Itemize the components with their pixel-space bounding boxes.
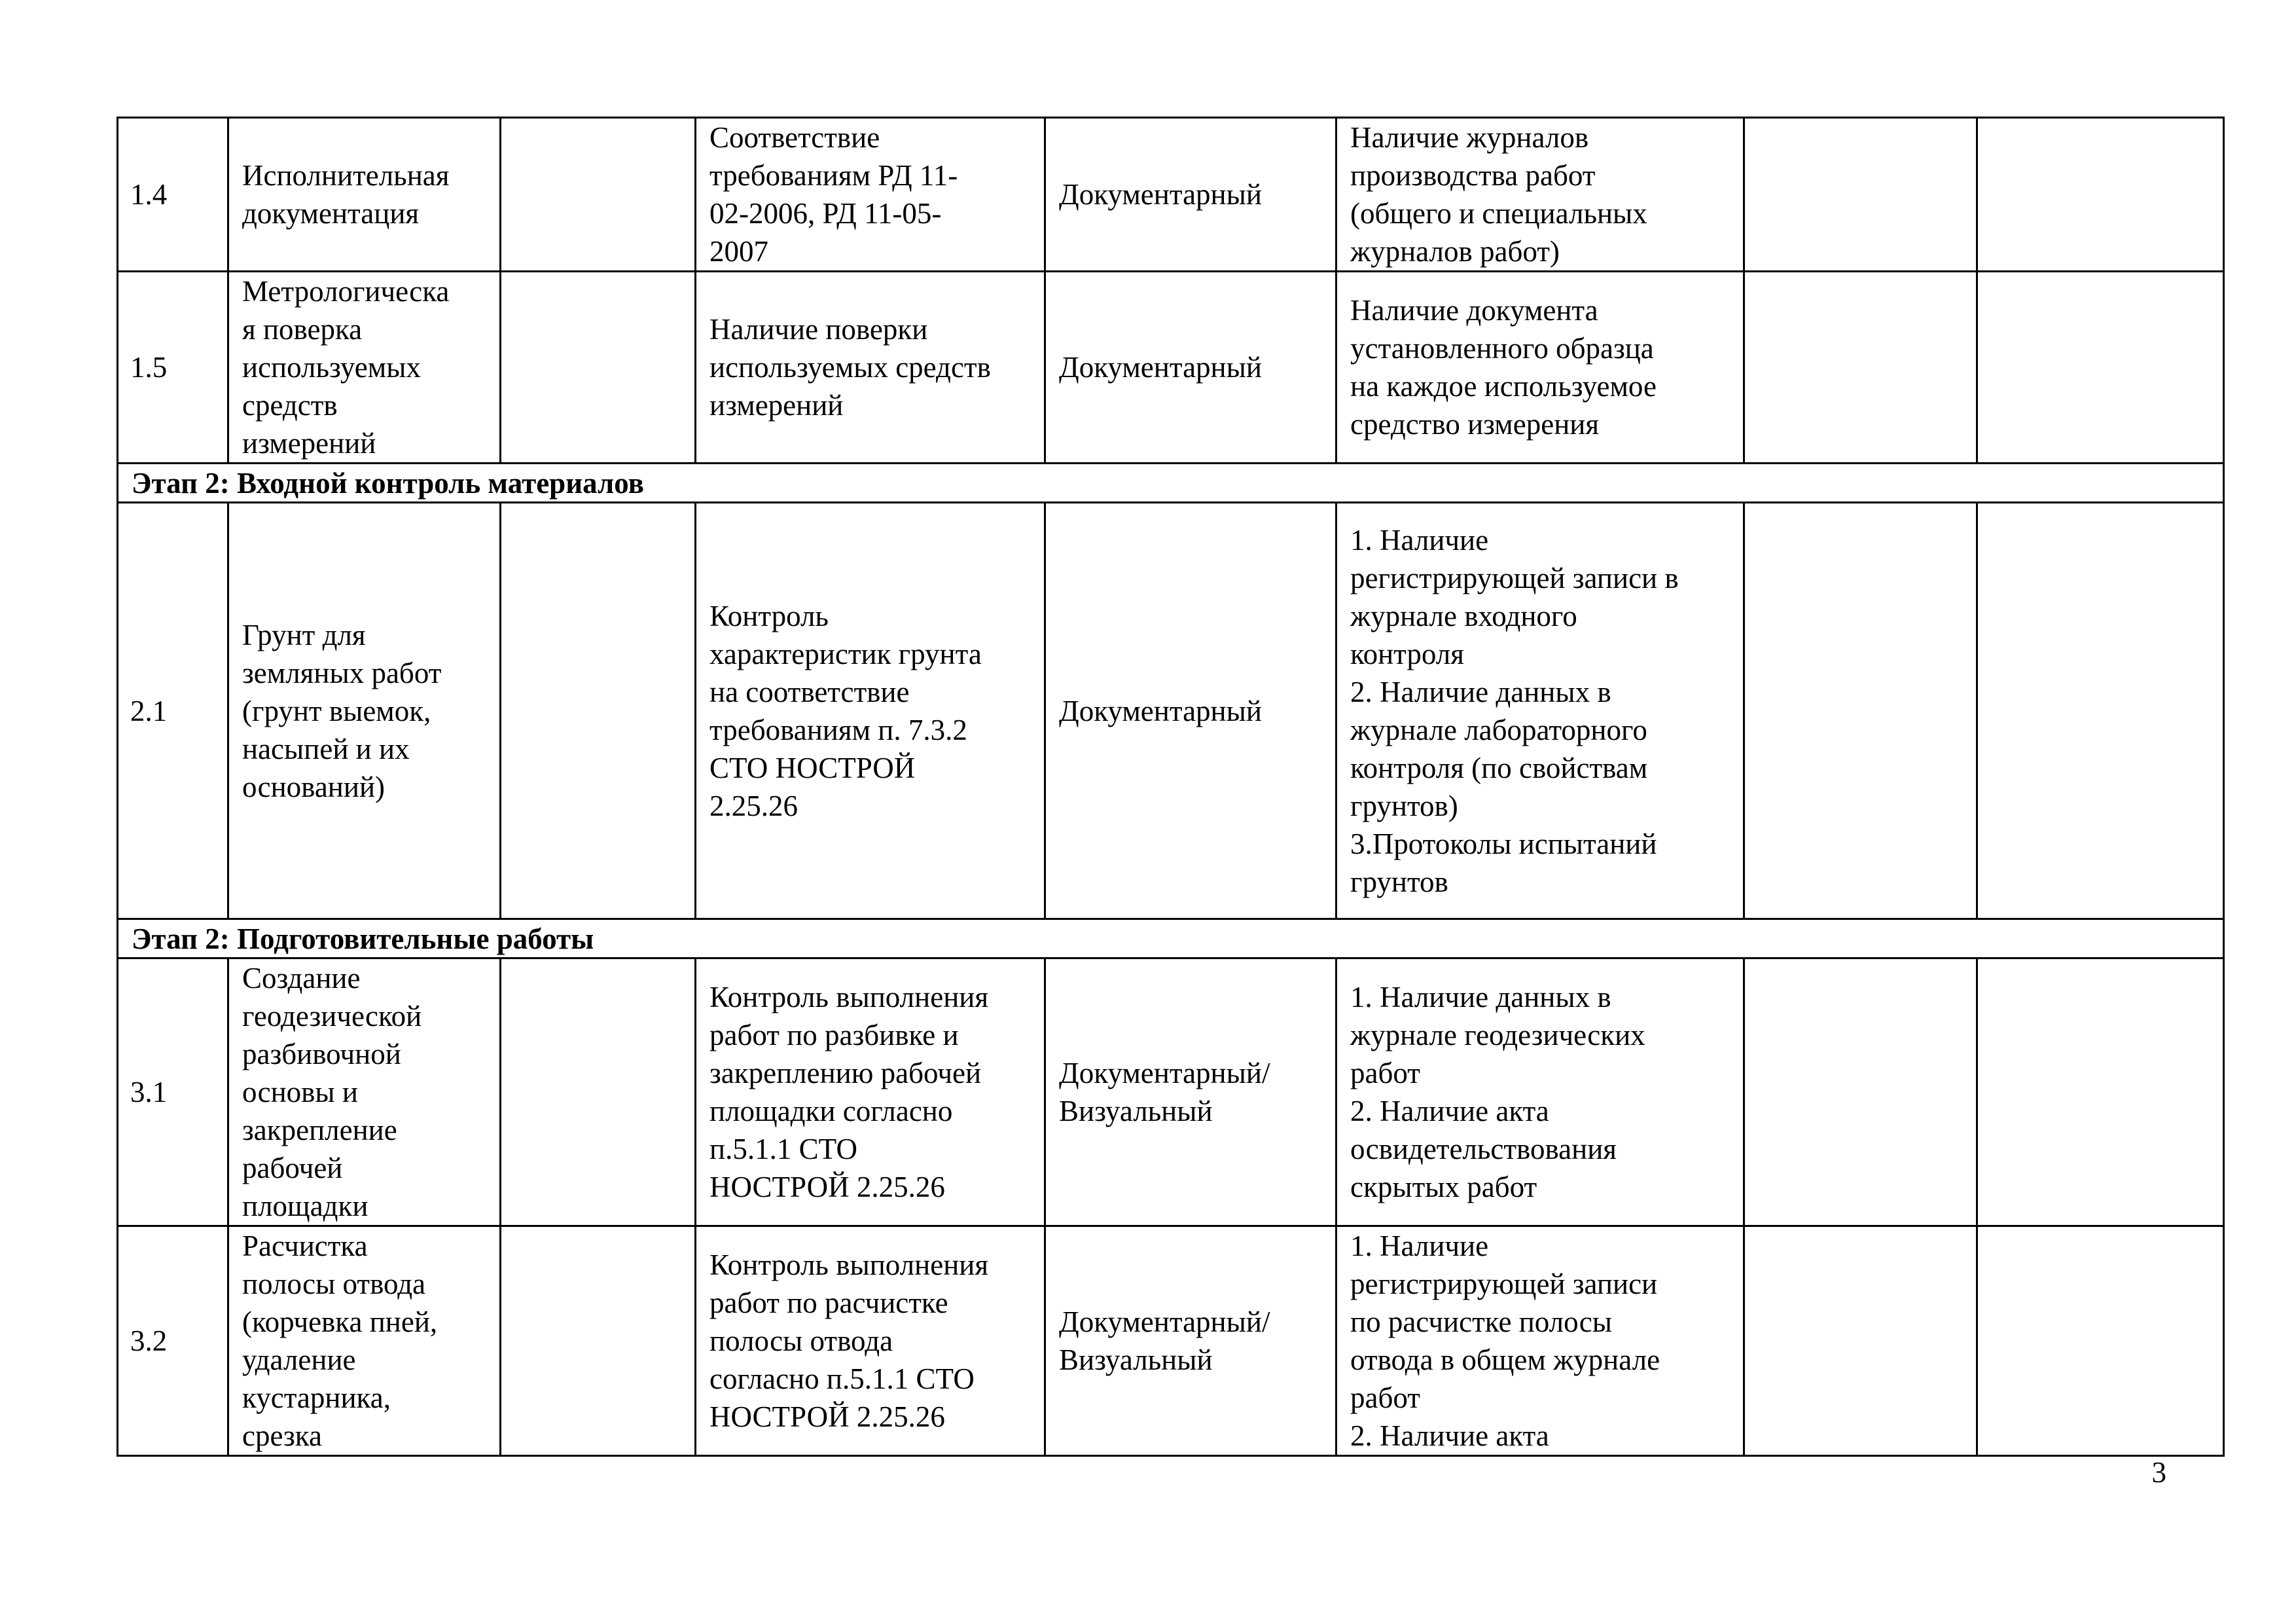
control-method: Документарный/ Визуальный	[1045, 958, 1336, 1226]
control-object: Метрологическа я поверка используемых средств измерений	[228, 272, 501, 464]
empty-cell	[1744, 958, 1977, 1226]
empty-cell	[501, 958, 696, 1226]
control-object: Исполнительная документация	[228, 118, 501, 272]
empty-cell	[501, 118, 696, 272]
stage-heading: Этап 2: Подготовительные работы	[118, 919, 2224, 958]
empty-cell	[501, 1226, 696, 1456]
control-method: Документарный/ Визуальный	[1045, 1226, 1336, 1456]
row-number: 1.5	[118, 272, 228, 464]
control-object: Создание геодезической разбивочной основы и закрепление рабочей площадки	[228, 958, 501, 1226]
row-number: 2.1	[118, 503, 228, 919]
empty-cell	[1744, 1226, 1977, 1456]
empty-cell	[1744, 118, 1977, 272]
row-number: 3.2	[118, 1226, 228, 1456]
evidence-documents: Наличие документа установленного образца на каждое используемое средство измерения	[1336, 272, 1744, 464]
control-object: Грунт для земляных работ (грунт выемок, насыпей и их оснований)	[228, 503, 501, 919]
stage-row	[118, 919, 2224, 958]
empty-cell	[1744, 272, 1977, 464]
control-requirement: Контроль характеристик грунта на соответствие требованиям п. 7.3.2 СТО НОСТРОЙ 2.25.26	[696, 503, 1045, 919]
stage-heading: Этап 2: Входной контроль материалов	[118, 464, 2224, 503]
evidence-documents: 1. Наличие регистрирующей записи в журнале входного контроля 2. Наличие данных в журнале лабораторного контроля (по свойствам грунтов) 3.Протоколы испытаний грунтов	[1336, 503, 1744, 919]
evidence-documents: Наличие журналов производства работ (общего и специальных журналов работ)	[1336, 118, 1744, 272]
evidence-documents: 1. Наличие данных в журнале геодезических работ 2. Наличие акта освидетельствования скрытых работ	[1336, 958, 1744, 1226]
empty-cell	[1977, 118, 2224, 272]
row-number: 3.1	[118, 958, 228, 1226]
table-row	[118, 958, 2224, 1226]
empty-cell	[1744, 503, 1977, 919]
control-requirement: Контроль выполнения работ по разбивке и закреплению рабочей площадки согласно п.5.1.1 СТО НОСТРОЙ 2.25.26	[696, 958, 1045, 1226]
empty-cell	[1977, 958, 2224, 1226]
table-row	[118, 503, 2224, 919]
table-row	[118, 1226, 2224, 1456]
table-body	[118, 118, 2224, 1456]
row-number: 1.4	[118, 118, 228, 272]
control-method: Документарный	[1045, 118, 1336, 272]
table-row	[118, 272, 2224, 464]
empty-cell	[501, 503, 696, 919]
empty-cell	[1977, 272, 2224, 464]
control-object: Расчистка полосы отвода (корчевка пней, удаление кустарника, срезка	[228, 1226, 501, 1456]
empty-cell	[1977, 503, 2224, 919]
control-method: Документарный	[1045, 272, 1336, 464]
page-number: 3	[2151, 1456, 2166, 1489]
evidence-documents: 1. Наличие регистрирующей записи по расчистке полосы отвода в общем журнале работ 2. Наличие акта	[1336, 1226, 1744, 1456]
stage-row	[118, 464, 2224, 503]
empty-cell	[501, 272, 696, 464]
control-method: Документарный	[1045, 503, 1336, 919]
control-requirement: Контроль выполнения работ по расчистке полосы отвода согласно п.5.1.1 СТО НОСТРОЙ 2.25.26	[696, 1226, 1045, 1456]
control-requirement: Соответствие требованиям РД 11- 02-2006, РД 11-05- 2007	[696, 118, 1045, 272]
inspection-table	[117, 117, 2225, 1457]
empty-cell	[1977, 1226, 2224, 1456]
table-row	[118, 118, 2224, 272]
control-requirement: Наличие поверки используемых средств измерений	[696, 272, 1045, 464]
